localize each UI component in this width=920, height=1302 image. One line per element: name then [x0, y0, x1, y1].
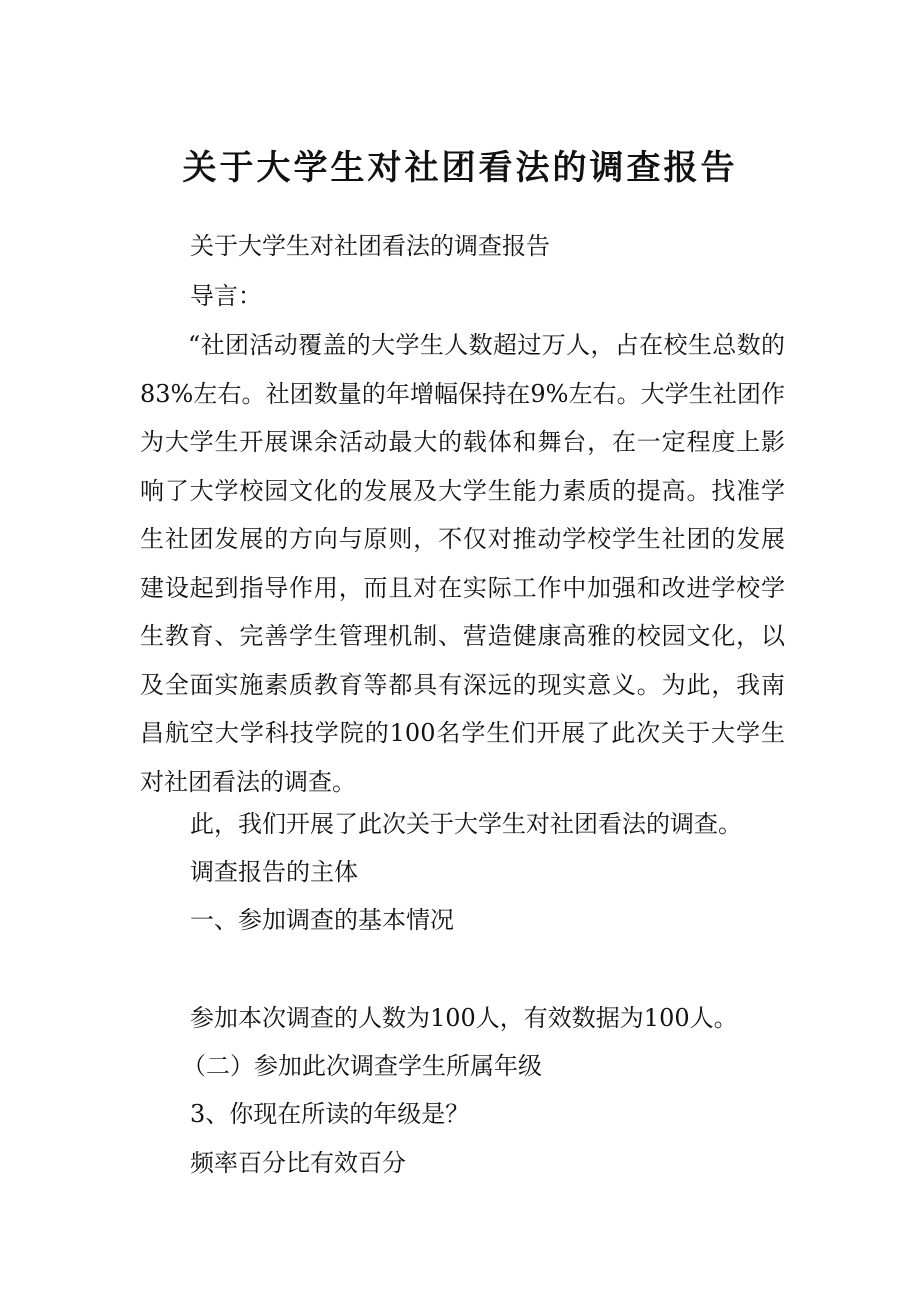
intro-label: 导言： [190, 282, 262, 310]
intro-paragraph: “社团活动覆盖的大学生人数超过万人，占在校生总数的83%左右。社团数量的年增幅保持在9%左右。大学生社团作为大学生开展课余活动最大的载体和舞台，在一定程度上影响了大学校园文化的发展及大学生能力素质的提高。找准学生社团发展的方向与原则，不仅对推动学校学生社团的发展建设起到指导作用，而且对在实际工作中加强和改进学校学生教育、完善学生管理机制、营造健康高雅的校园文化，以及全面实施素质教育等都具有深远的现实意义。为此，我南昌航空大学科技学院的100名学生们开展了此次关于大学生对社团看法的调查。 [140, 331, 785, 796]
document-subtitle: 关于大学生对社团看法的调查报告 [190, 232, 550, 260]
question-3: 3、你现在所读的年级是？ [190, 1100, 470, 1128]
section1-heading: 一、参加调查的基本情况 [190, 906, 454, 934]
document-title: 关于大学生对社团看法的调查报告 [182, 148, 738, 188]
participants-line: 参加本次调查的人数为100人，有效数据为100人。 [190, 1004, 738, 1032]
section2-heading: （二）参加此次调查学生所属年级 [182, 1052, 542, 1080]
table-header: 频率百分比有效百分 [190, 1149, 406, 1177]
body-heading: 调查报告的主体 [190, 858, 358, 886]
repeat-line: 此，我们开展了此次关于大学生对社团看法的调查。 [190, 810, 742, 838]
